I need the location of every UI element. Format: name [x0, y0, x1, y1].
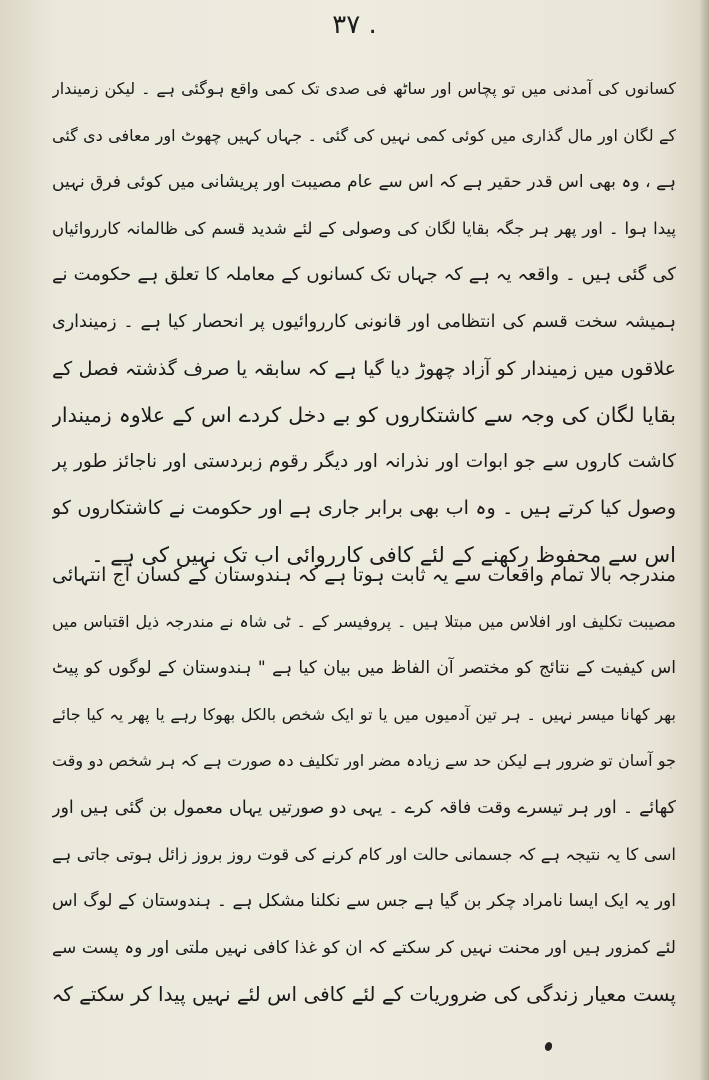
text-line: کھائے ۔ اور ہر تیسرے وقت فاقہ کرے ۔ یہی دو صورتیں یہاں معمول بن گئی ہیں اور — [52, 797, 676, 818]
text-line: ہمیشہ سخت قسم کی انتظامی اور قانونی کارروائیوں پر انحصار کیا ہے ۔ زمینداری — [52, 311, 676, 332]
text-line: کسانوں کی آمدنی میں تو پچاس اور ساٹھ فی صدی تک کمی واقع ہوگئی ہے ۔ لیکن زمیندار — [52, 79, 676, 98]
text-line: علاقوں میں زمیندار کو آزاد چھوڑ دیا گیا ہے کہ سابقہ یا صرف گذشتہ فصل کے — [52, 357, 676, 380]
text-line: لئے کمزور ہیں اور محنت نہیں کر سکتے کہ ان کو غذا کافی نہیں ملتی اور وہ پست سے — [52, 937, 676, 958]
text-line: کی گئی ہیں ۔ واقعہ یہ ہے کہ جہاں تک کسانوں کے معاملہ کا تعلق ہے حکومت نے — [52, 264, 676, 286]
text-line: اس کیفیت کے نتائج کو مختصر آن الفاظ میں بیان کیا ہے " ہندوستان کے لوگوں کو پیٹ — [52, 658, 676, 679]
text-line: مصیبت تکلیف اور افلاس میں مبتلا ہیں ۔ پروفیسر کے ۔ ٹی شاہ نے مندرجہ ذیل اقتباس میں — [52, 611, 676, 631]
text-line: ہے ، وہ بھی اس قدر حقیر ہے کہ اس سے عام مصیبت اور پریشانی میں کوئی فرق نہیں — [52, 172, 676, 193]
text-line: وصول کیا کرتے ہیں ۔ وہ اب بھی برابر جاری ہے اور حکومت نے کاشتکاروں کو — [52, 497, 676, 520]
text-line: بھر کھانا میسر نہیں ۔ ہر تین آدمیوں میں یا تو ایک شخص بالکل بھوکا رہے یا پھر یہ کیا جائے — [52, 704, 676, 724]
paragraph-2 — [52, 552, 676, 1018]
text-line: مندرجہ بالا تمام واقعات سے یہ ثابت ہوتا ہے کہ ہندوستان کے کسان آج انتہائی — [52, 564, 676, 586]
binding-shadow — [699, 0, 709, 1080]
text-line: اس سے محفوظ رکھنے کے لئے کافی کارروائی اب تک نہیں کی ہے ۔ — [91, 542, 676, 567]
text-line: اسی کا یہ نتیجہ ہے کہ جسمانی حالت اور کام کرنے کی قوت روز بروز زائل ہوتی جاتی ہے — [52, 844, 676, 864]
text-line: کے لگان اور مال گذاری میں کوئی کمی نہیں کی گئی ۔ جہاں کہیں چھوٹ اور معافی دی گئی — [52, 125, 676, 145]
text-line: بقایا لگان کی وجہ سے کاشتکاروں کو بے دخل کردے اس کے علاوہ زمیندار — [52, 403, 676, 428]
page-number: ۳۷ . — [332, 10, 377, 40]
text-line: جو آسان تو ضرور ہے لیکن حد سے زیادہ مضر اور تکلیف دہ صورت ہے کہ ہر شخص دو وقت — [52, 751, 676, 771]
text-line: کاشت کاروں سے جو ابوات اور نذرانہ اور دیگر رقوم زبردستی اور ناجائز طور پر — [52, 450, 676, 472]
ink-mark — [544, 1041, 554, 1052]
text-line: پیدا ہوا ۔ اور پھر ہر جگہ بقایا لگان کی وصولی کے لئے شدید قسم کی ظالمانہ کارروائیاں — [52, 218, 676, 238]
text-line: اور یہ ایک ایسا نامراد چکر بن گیا ہے جس سے نکلنا مشکل ہے ۔ ہندوستان کے لوگ اس — [52, 891, 676, 912]
text-line: پست معیار زندگی کی ضروریات کے لئے کافی اس لئے نہیں پیدا کر سکتے کہ — [52, 982, 676, 1007]
paragraph-1 — [52, 66, 676, 579]
